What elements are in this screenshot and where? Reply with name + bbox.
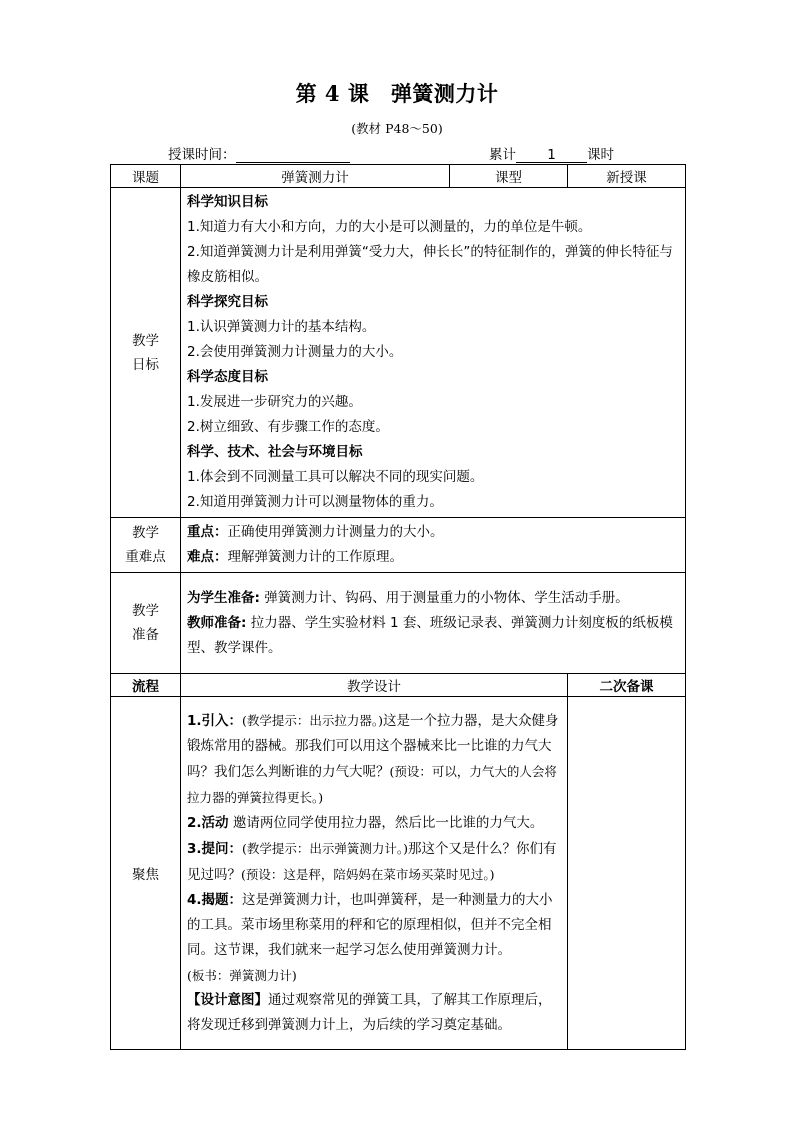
focus-activity: 2.活动 邀请两位同学使用拉力器，然后比一比谁的力气大。 bbox=[187, 815, 544, 831]
key-points-content bbox=[181, 518, 686, 573]
goals-label: 教学 日标 bbox=[111, 188, 181, 518]
second-prep-label: 二次备课 bbox=[568, 674, 686, 697]
key-points-row bbox=[111, 518, 686, 573]
goal-item: 1.认识弹簧测力计的基本结构。 bbox=[187, 319, 376, 335]
goals-row bbox=[111, 188, 686, 518]
design-label: 教学设计 bbox=[181, 674, 568, 697]
preparation-row bbox=[111, 573, 686, 674]
cumulative-label: 累计 bbox=[489, 147, 516, 163]
preparation-label: 教学 准备 bbox=[111, 573, 181, 674]
key-points-label: 教学 重难点 bbox=[111, 518, 181, 573]
page-subtitle: (教材 P48～50) bbox=[351, 121, 443, 136]
focus-content bbox=[181, 697, 568, 1050]
difficult-point: 难点：理解弹簧测力计的工作原理。 bbox=[187, 549, 403, 565]
type-value: 新授课 bbox=[568, 165, 686, 188]
cumulative-line bbox=[489, 143, 614, 163]
type-label: 课型 bbox=[450, 165, 568, 188]
focus-row bbox=[111, 697, 686, 1050]
focus-question: 3.提问：(教学提示：出示弹簧测力计。)那这个又是什么？你们有见过吗？(预设：这是秤，陪妈妈在菜市场买菜时见过。) bbox=[187, 841, 557, 883]
second-prep-cell bbox=[568, 697, 686, 1050]
cumulative-unit: 课时 bbox=[587, 147, 614, 163]
goal-item: 2.会使用弹簧测力计测量力的大小。 bbox=[187, 344, 403, 360]
process-header-row bbox=[111, 674, 686, 697]
preparation-content bbox=[181, 573, 686, 674]
design-intent: 【设计意图】通过观察常见的弹簧工具，了解其工作原理后，将发现迁移到弹簧测力计上，为后续的学习奠定基础。 bbox=[187, 992, 552, 1033]
goal-heading: 科学知识目标 bbox=[187, 194, 268, 210]
goal-item: 2.知道弹簧测力计是利用弹簧“受力大，伸长长”的特征制作的，弹簧的伸长特征与橡皮筋相似。 bbox=[187, 244, 673, 285]
topic-value: 弹簧测力计 bbox=[181, 165, 450, 188]
topic-label: 课题 bbox=[111, 165, 181, 188]
key-point: 重点：正确使用弹簧测力计测量力的大小。 bbox=[187, 524, 444, 540]
goal-item: 1.发展进一步研究力的兴趣。 bbox=[187, 394, 362, 410]
goal-heading: 科学探究目标 bbox=[187, 294, 268, 310]
teacher-preparation: 教师准备: 拉力器、学生实验材料 1 套、班级记录表、弹簧测力计刻度板的纸板模型、教学课件。 bbox=[187, 614, 673, 656]
goal-heading: 科学态度目标 bbox=[187, 369, 268, 385]
student-preparation: 为学生准备: 弹簧测力计、钩码、用于测量重力的小物体、学生活动手册。 bbox=[187, 589, 629, 606]
goal-item: 1.体会到不同测量工具可以解决不同的现实问题。 bbox=[187, 469, 484, 485]
goal-item: 2.知道用弹簧测力计可以测量物体的重力。 bbox=[187, 494, 443, 510]
goals-content bbox=[181, 188, 686, 518]
focus-intro: 1.引入：(教学提示：出示拉力器。)这是一个拉力器，是大众健身锻炼常用的器械。那我们可以用这个器械来比一比谁的力气大吗？我们怎么判断谁的力气大呢？(预设：可以，力气大的人会将拉力器的弹簧拉得更长。) bbox=[187, 713, 559, 805]
board-writing: (板书：弹簧测力计) bbox=[187, 968, 297, 983]
lesson-time-line bbox=[168, 143, 350, 163]
goal-item: 1.知道力有大小和方向，力的大小是可以测量的，力的单位是牛顿。 bbox=[187, 219, 592, 235]
goal-heading: 科学、技术、社会与环境目标 bbox=[187, 444, 363, 460]
focus-topic-reveal: 4.揭题：这是弹簧测力计，也叫弹簧秤，是一种测量力的大小的工具。菜市场里称菜用的秤和它的原理相似，但并不完全相同。这节课，我们就来一起学习怎么使用弹簧测力计。 bbox=[187, 892, 553, 958]
cumulative-value: 1 bbox=[516, 147, 587, 163]
topic-row bbox=[111, 165, 686, 188]
process-label: 流程 bbox=[111, 674, 181, 697]
goal-item: 2.树立细致、有步骤工作的态度。 bbox=[187, 419, 389, 435]
focus-label: 聚焦 bbox=[111, 697, 181, 1050]
page-title: 第 4 课 弹簧测力计 bbox=[295, 81, 499, 106]
lesson-time-label: 授课时间： bbox=[168, 147, 236, 163]
lesson-time-blank bbox=[236, 147, 350, 163]
lesson-plan-table bbox=[110, 164, 686, 1050]
